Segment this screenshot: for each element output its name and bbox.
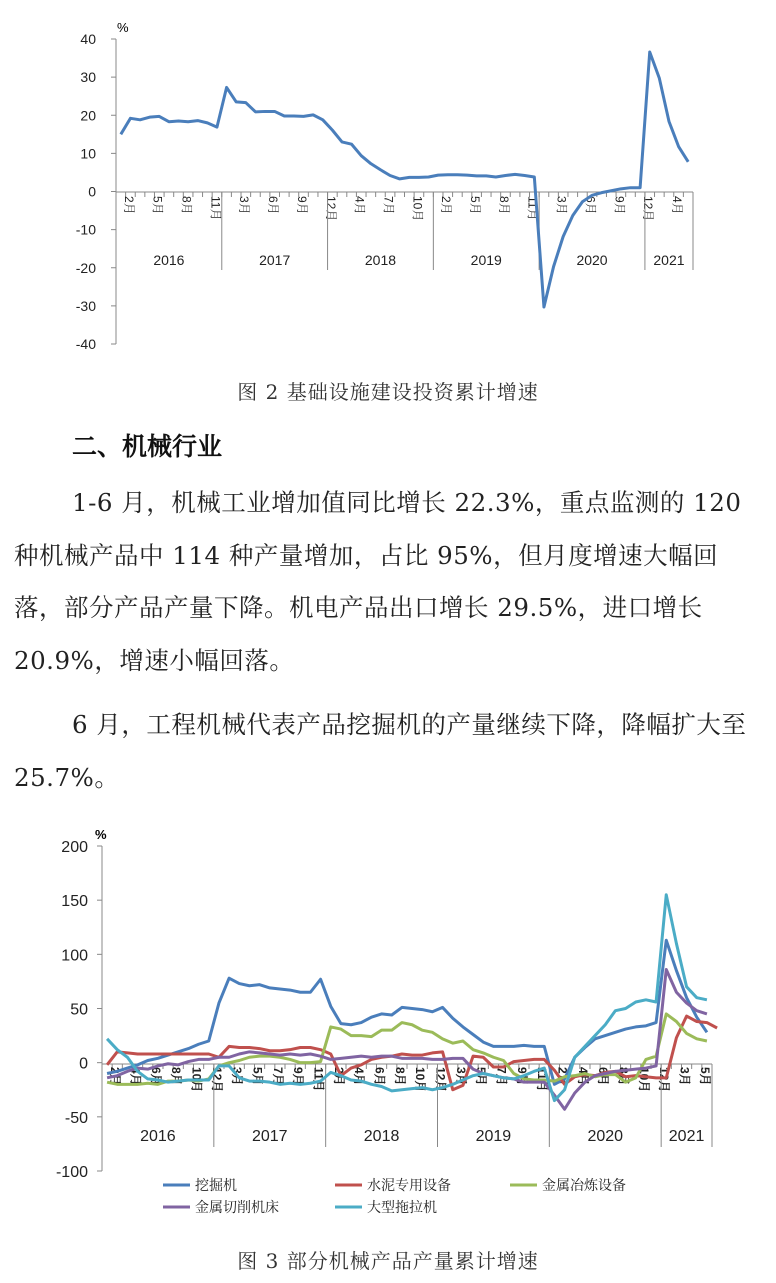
x-tick-label: 4月 <box>575 1067 590 1086</box>
investment-growth-line <box>121 52 688 307</box>
x-tick-label: 6月 <box>596 1067 611 1086</box>
y-unit-label: % <box>117 20 129 35</box>
x-tick-label: 2月 <box>555 1067 570 1086</box>
x-tick-label: 2月 <box>108 1067 123 1086</box>
x-tick-label: 12月 <box>433 1067 448 1093</box>
paragraph-machinery-overview: 1-6 月，机械工业增加值同比增长 22.3%，重点监测的 120 种机械产品中 114 种产量增加，占比 95%，但月度增速大幅回落，部分产品产量下降。机电产品出口增长 29.5%，进口增长 20.9%，增速小幅回落。 <box>14 488 742 675</box>
x-tick-label: 12月 <box>657 1067 672 1093</box>
x-tick-label: 8月 <box>616 1067 631 1086</box>
x-tick-label: 6月 <box>148 1067 163 1086</box>
paragraph-excavator: 6 月，工程机械代表产品挖掘机的产量继续下降，降幅扩大至 25.7%。 <box>14 710 747 792</box>
y-tick-label: 100 <box>61 947 88 965</box>
x-tick-label: 3月 <box>230 1067 245 1086</box>
x-tick-label: 8月 <box>179 196 194 215</box>
y-tick-label: 0 <box>88 183 96 200</box>
y-tick-label: 30 <box>80 69 96 86</box>
infrastructure-investment-chart <box>0 0 776 370</box>
x-tick-label: 10月 <box>413 1067 428 1093</box>
y-tick-label: -10 <box>75 221 96 238</box>
year-label: 2021 <box>653 252 685 268</box>
year-label: 2017 <box>259 252 291 268</box>
x-tick-label: 5月 <box>468 196 483 215</box>
y-tick-label: 0 <box>79 1055 88 1073</box>
x-tick-label: 5月 <box>697 1067 712 1086</box>
x-tick-label: 9月 <box>291 1067 306 1086</box>
x-tick-label: 12月 <box>209 1067 224 1093</box>
x-tick-label: 10月 <box>189 1067 204 1093</box>
section-heading: 二、机械行业 <box>72 432 223 461</box>
x-tick-label: 6月 <box>266 196 281 215</box>
year-label: 2017 <box>251 1128 288 1145</box>
year-label: 2016 <box>140 1128 176 1145</box>
year-label: 2020 <box>576 252 608 268</box>
x-tick-label: 9月 <box>612 196 627 215</box>
y-tick-label: -50 <box>64 1109 88 1127</box>
year-label: 2019 <box>475 1128 512 1145</box>
x-tick-label: 4月 <box>669 196 684 215</box>
x-tick-label: 9月 <box>294 196 309 215</box>
x-tick-label: 5月 <box>474 1067 489 1086</box>
x-tick-label: 4月 <box>128 1067 143 1086</box>
x-tick-label: 4月 <box>352 1067 367 1086</box>
x-tick-label: 11月 <box>525 196 540 221</box>
y-tick-label: 150 <box>61 893 88 911</box>
y-tick-label: -100 <box>55 1164 88 1181</box>
y-tick-label: 40 <box>80 31 96 47</box>
y-tick-label: 10 <box>80 145 96 162</box>
x-tick-label: 11月 <box>208 196 223 221</box>
x-tick-label: 9月 <box>514 1067 529 1086</box>
figure-2-caption: 图 2 基础设施建设投资累计增速 <box>237 380 539 404</box>
x-tick-label: 7月 <box>494 1067 509 1086</box>
year-label: 2021 <box>668 1128 705 1145</box>
y-tick-label: -20 <box>75 259 96 276</box>
y-tick-label: -40 <box>75 336 96 352</box>
y-unit-label: % <box>95 827 107 842</box>
x-tick-label: 3月 <box>453 1067 468 1086</box>
x-tick-label: 3月 <box>677 1067 692 1086</box>
x-tick-label: 8月 <box>169 1067 184 1086</box>
y-tick-label: 50 <box>70 1001 88 1019</box>
y-tick-label: -30 <box>75 297 96 314</box>
x-tick-label: 3月 <box>554 196 569 215</box>
x-tick-label: 4月 <box>352 196 367 215</box>
series-line-1 <box>107 940 707 1084</box>
year-label: 2018 <box>363 1128 400 1145</box>
year-label: 2019 <box>470 252 502 268</box>
machinery-output-chart <box>0 825 776 1240</box>
x-tick-label: 10月 <box>410 196 425 222</box>
legend-label: 挖掘机 <box>195 1177 237 1193</box>
x-tick-label: 2月 <box>439 196 454 215</box>
x-tick-label: 6月 <box>583 196 598 215</box>
x-tick-label: 12月 <box>641 196 656 222</box>
x-tick-label: 5月 <box>150 196 165 215</box>
year-label: 2018 <box>364 252 397 268</box>
legend-label: 金属切削机床 <box>195 1199 279 1215</box>
x-tick-label: 10月 <box>636 1067 651 1093</box>
x-tick-label: 2月 <box>121 196 136 215</box>
x-tick-label: 11月 <box>535 1067 550 1092</box>
y-tick-label: 200 <box>61 839 88 856</box>
legend-label: 金属冶炼设备 <box>542 1177 626 1193</box>
x-tick-label: 12月 <box>323 196 338 222</box>
x-tick-label: 7月 <box>381 196 396 215</box>
x-tick-label: 8月 <box>496 196 511 215</box>
x-tick-label: 8月 <box>392 1067 407 1086</box>
legend-label: 水泥专用设备 <box>367 1177 451 1193</box>
x-tick-label: 5月 <box>250 1067 265 1086</box>
legend-label: 大型拖拉机 <box>367 1199 437 1215</box>
x-tick-label: 11月 <box>311 1067 326 1092</box>
x-tick-label: 2月 <box>331 1067 346 1086</box>
x-tick-label: 3月 <box>237 196 252 215</box>
y-tick-label: 20 <box>80 107 96 124</box>
figure-3-caption: 图 3 部分机械产品产量累计增速 <box>237 1249 539 1273</box>
x-tick-label: 6月 <box>372 1067 387 1086</box>
year-label: 2016 <box>153 252 185 268</box>
year-label: 2020 <box>587 1128 624 1145</box>
x-tick-label: 7月 <box>270 1067 285 1086</box>
